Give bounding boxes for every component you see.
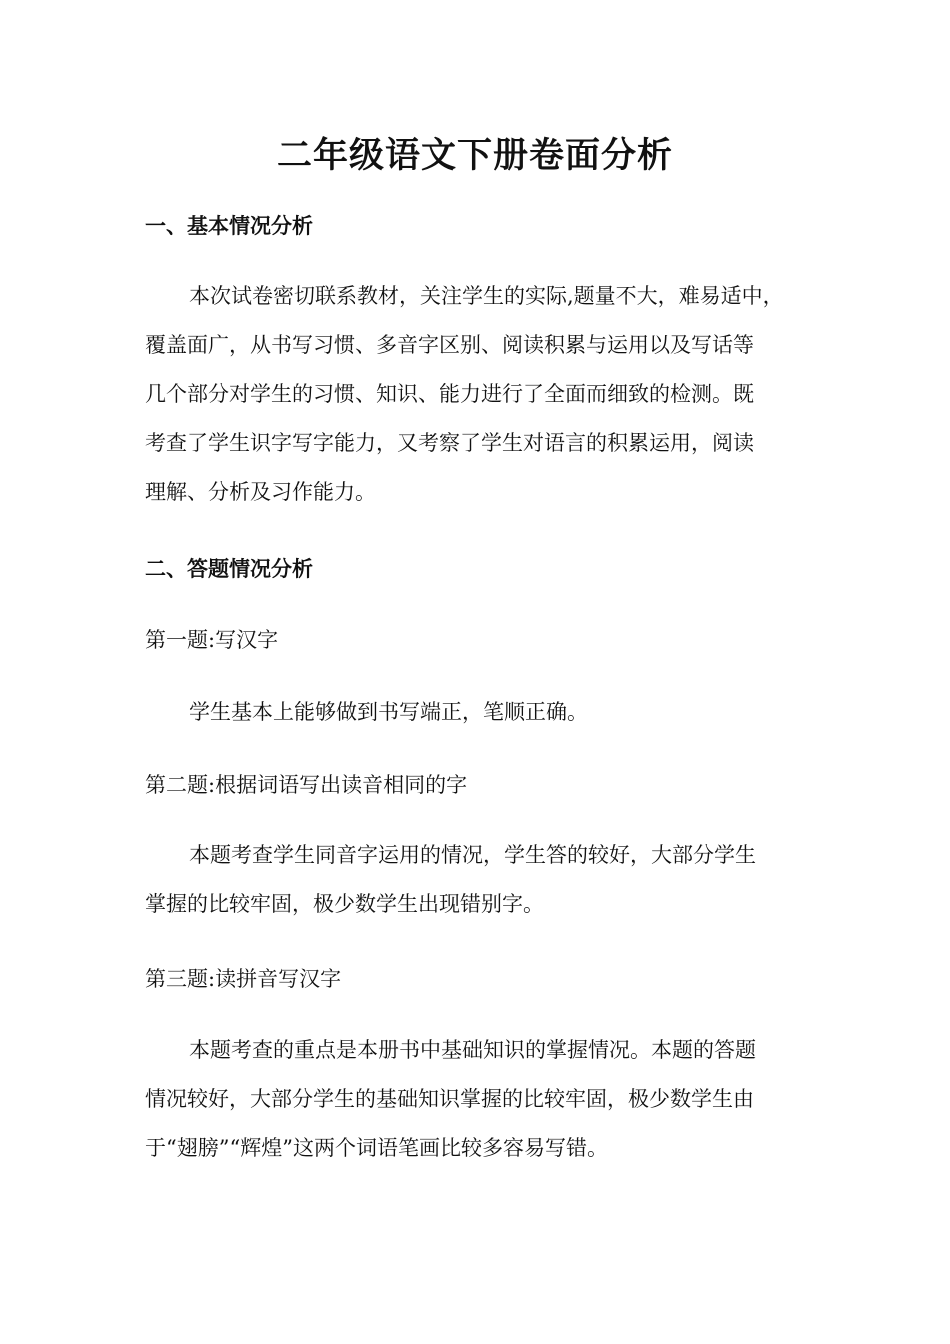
paragraph-line: 理解、分析及习作能力。 [145, 480, 376, 504]
document-title: 二年级语文下册卷面分析 [276, 135, 673, 176]
paragraph-question-1 [145, 698, 825, 747]
question-label-3: 第三题:读拼音写汉字 [145, 967, 342, 991]
paragraph-line: 几个部分对学生的习惯、知识、能力进行了全面而细致的检测。既 [145, 382, 754, 406]
section-heading-answers: 二、答题情况分析 [145, 556, 313, 581]
paragraph-line: 本次试卷密切联系教材，关注学生的实际,题量不大，难易适中， [189, 284, 784, 308]
paragraph-line: 掌握的比较牢固，极少数学生出现错别字。 [145, 892, 544, 916]
paragraph-basic-analysis [145, 282, 825, 527]
paragraph-line: 本题考查的重点是本册书中基础知识的掌握情况。本题的答题 [189, 1038, 756, 1062]
paragraph-question-3 [145, 1036, 825, 1183]
paragraph-line: 情况较好，大部分学生的基础知识掌握的比较牢固，极少数学生由 [145, 1087, 754, 1111]
question-label-1: 第一题:写汉字 [145, 628, 279, 652]
question-label-2: 第二题:根据词语写出读音相同的字 [145, 773, 468, 797]
paragraph-question-2 [145, 841, 825, 939]
paragraph-line: 考查了学生识字写字能力，又考察了学生对语言的积累运用，阅读 [145, 431, 754, 455]
paragraph-line: 本题考查学生同音字运用的情况，学生答的较好，大部分学生 [189, 843, 756, 867]
paragraph-line: 于“翅膀”“辉煌”这两个词语笔画比较多容易写错。 [145, 1136, 608, 1160]
section-heading-basic: 一、基本情况分析 [145, 213, 313, 238]
paragraph-line: 覆盖面广，从书写习惯、多音字区别、阅读积累与运用以及写话等 [145, 333, 754, 357]
paragraph-line: 学生基本上能够做到书写端正，笔顺正确。 [189, 700, 588, 724]
